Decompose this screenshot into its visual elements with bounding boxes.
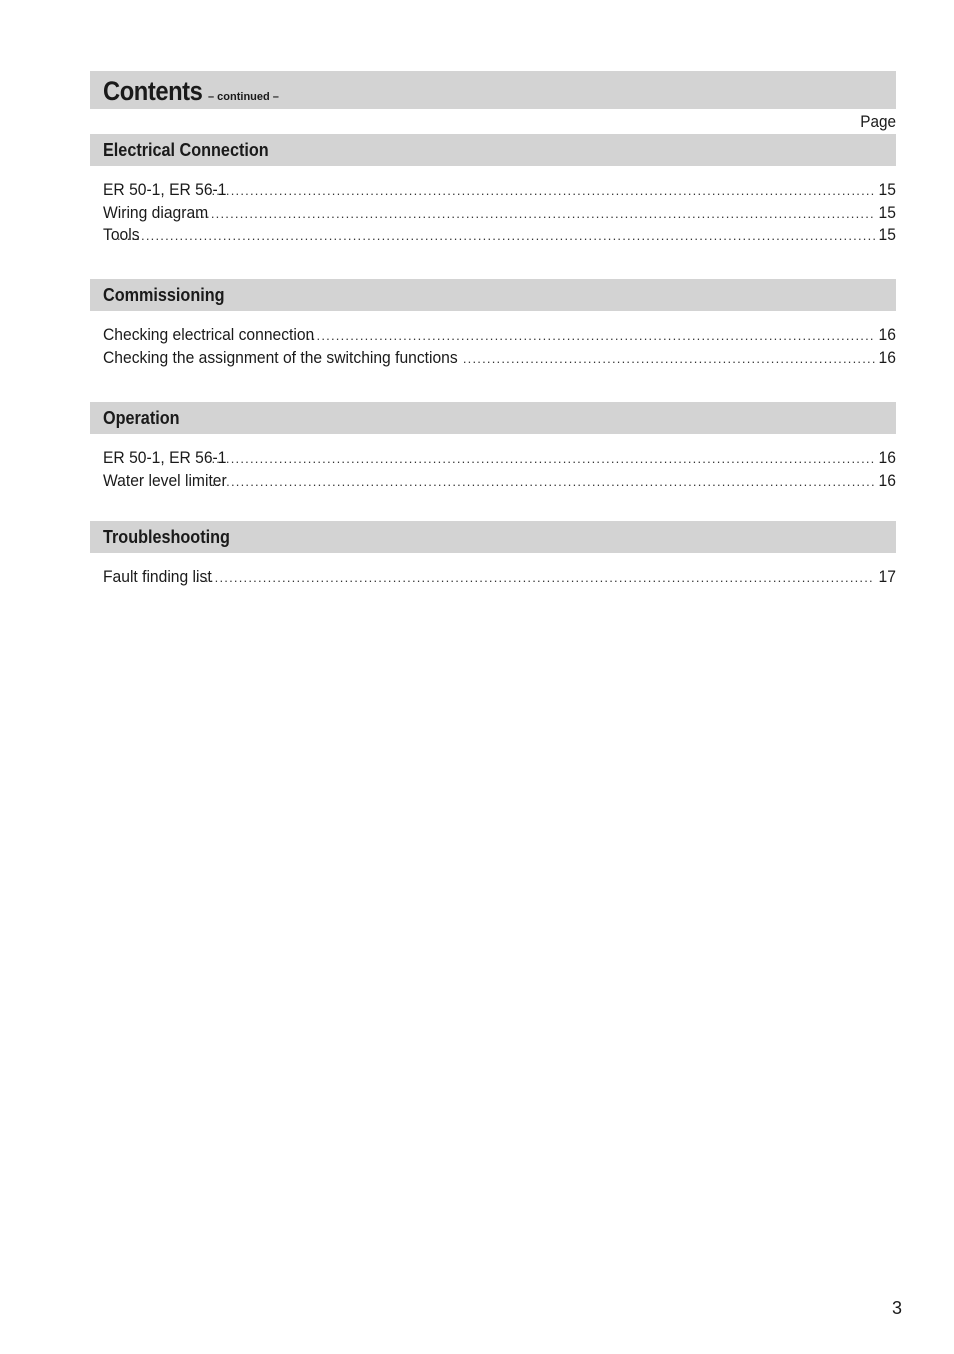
toc-leader-dots xyxy=(195,567,875,590)
toc-leader-dots xyxy=(192,203,875,226)
toc-entry[interactable] xyxy=(103,470,896,493)
section-header xyxy=(90,521,896,553)
toc-entry-page: 15 xyxy=(878,180,896,199)
contents-title-bar xyxy=(90,71,896,109)
toc-entry-label: Water level limiter xyxy=(103,470,227,490)
toc-entry[interactable] xyxy=(103,179,896,202)
toc-entry[interactable] xyxy=(103,347,896,370)
section-title: Troubleshooting xyxy=(103,526,230,547)
section-electrical-connection xyxy=(90,134,896,279)
toc-entry[interactable] xyxy=(103,447,896,470)
section-header xyxy=(90,134,896,166)
toc-entry-page: 17 xyxy=(878,567,896,586)
section-entries xyxy=(90,434,896,492)
section-troubleshooting xyxy=(90,521,896,589)
toc-entry-label: Wiring diagram xyxy=(103,202,209,222)
toc-entry[interactable] xyxy=(103,224,896,247)
section-title: Commissioning xyxy=(103,284,225,305)
section-entries xyxy=(90,553,896,589)
section-commissioning xyxy=(90,279,896,402)
toc-entry-page: 16 xyxy=(878,325,896,344)
toc-entry-label: Fault finding list xyxy=(103,567,212,586)
page-column-label: Page xyxy=(860,112,896,131)
toc-entry-page: 16 xyxy=(878,347,896,367)
toc-entry-page: 16 xyxy=(878,470,896,490)
toc-entry[interactable] xyxy=(103,324,896,347)
toc-leader-dots xyxy=(117,225,875,248)
toc-entry-label: Tools xyxy=(103,225,140,245)
section-title: Operation xyxy=(103,407,180,428)
section-header xyxy=(90,402,896,434)
toc-entry-label: Checking the assignment of the switching functions xyxy=(103,347,458,367)
section-entries xyxy=(90,311,896,369)
toc-leader-dots xyxy=(463,348,875,371)
toc-entry[interactable] xyxy=(103,566,896,589)
toc-leader-dots xyxy=(211,448,875,471)
page-number: 3 xyxy=(891,1298,902,1318)
toc-entry-page: 15 xyxy=(878,202,896,222)
toc-leader-dots xyxy=(307,325,875,348)
page-column-label-row xyxy=(171,109,896,134)
contents-page xyxy=(90,71,896,589)
toc-leader-dots xyxy=(212,471,875,494)
toc-entry-label: ER 50-1, ER 56-1 xyxy=(103,180,227,199)
contents-subtitle: – continued – xyxy=(208,91,279,103)
toc-entry-label: Checking electrical connection xyxy=(103,325,315,344)
section-header xyxy=(90,279,896,311)
section-entries xyxy=(90,166,896,247)
toc-entry-page: 15 xyxy=(878,225,896,245)
toc-leader-dots xyxy=(211,180,875,203)
section-operation xyxy=(90,402,896,521)
contents-title: Contents xyxy=(103,76,203,106)
toc-entry-page: 16 xyxy=(878,448,896,467)
toc-entry-label: ER 50-1, ER 56-1 xyxy=(103,448,227,467)
toc-entry[interactable] xyxy=(103,202,896,225)
section-title: Electrical Connection xyxy=(103,139,269,160)
